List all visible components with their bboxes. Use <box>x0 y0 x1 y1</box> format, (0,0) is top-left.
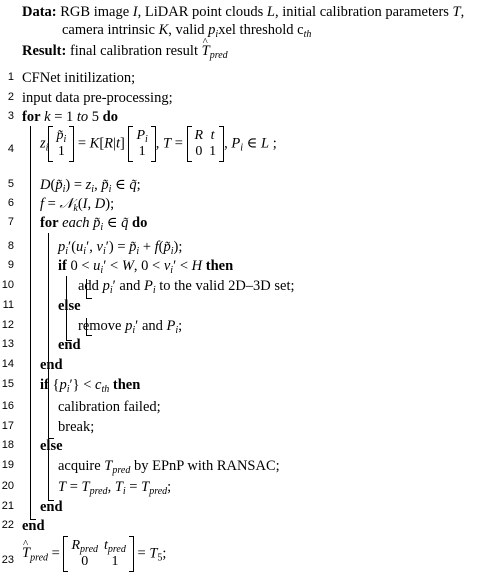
algo-line-3: for k = 1 to 5 do <box>22 109 118 125</box>
indent-guide <box>86 279 87 298</box>
line-number: 4 <box>7 143 14 155</box>
algo-line-15: if $\{p_i'\} < c_{th}$ then <box>40 377 141 395</box>
line-number: 10 <box>1 279 14 291</box>
line-number: 13 <box>1 338 14 350</box>
indent-guide <box>66 276 67 340</box>
line-number: 12 <box>1 319 14 331</box>
algo-line-21: end <box>40 499 63 515</box>
line-number: 1 <box>7 71 14 83</box>
indent-guide-hook <box>86 335 92 336</box>
line-number: 11 <box>2 299 14 311</box>
algo-line-5: $D(p̃_i) = z_i$, $p̃_i$ ∈ q̃; <box>40 177 141 195</box>
indent-guide-hook <box>30 519 36 520</box>
algo-line-10: add $p_i'$ and $P_i$ to the valid 2D–3D set; <box>78 278 295 296</box>
line-number: 23 <box>1 554 14 566</box>
data-line-2: camera intrinsic K, valid $p_ixel$ threshold $c_{th}$ <box>62 22 312 40</box>
final-equation: ^ $T_{pred}$ = $R_{pred}$ $t_{pred}$ 0 1 = $T_5$; <box>22 538 166 570</box>
line-number: 3 <box>7 110 14 122</box>
algo-line-1: CFNet initilization; <box>22 70 136 86</box>
data-line: Data: RGB image I, LiDAR point clouds L, initial calibration parameters T, <box>22 4 465 20</box>
line-number: 22 <box>1 519 14 531</box>
line-number: 9 <box>7 259 14 271</box>
indent-guide-hook <box>48 438 54 439</box>
line-number: 18 <box>1 439 14 451</box>
indent-guide <box>86 318 87 335</box>
algo-line-18: else <box>40 438 63 454</box>
algo-line-11: else <box>58 298 81 314</box>
indent-guide-hook <box>66 340 72 341</box>
algo-line-17: break; <box>58 419 95 435</box>
line-number: 15 <box>1 378 14 390</box>
line-number: 16 <box>1 400 14 412</box>
algo-line-20: $T = T_{pred}$, $T_i = T_{pred}$; <box>58 479 172 497</box>
indent-guide <box>48 395 49 438</box>
line-number: 17 <box>1 420 14 432</box>
transform-matrix: R t 0 1 <box>187 128 225 160</box>
algo-line-6: f = 𝒩$_k$(I, D); <box>40 196 115 214</box>
algo-line-14: end <box>40 357 63 373</box>
projection-equation: $z_i$ $p̃_i$ 1 = K[R|t] $P_i$ 1 , T = R t 0 1 , $P_i$ ∈ L ; <box>40 128 277 159</box>
algo-line-7: for each $p̃_i$ ∈ q̃ do <box>40 215 148 233</box>
pixel-vector: $p̃_i$ 1 <box>48 128 74 160</box>
indent-guide <box>30 126 31 519</box>
line-number: 5 <box>7 178 14 190</box>
line-number: 2 <box>7 91 14 103</box>
line-number: 7 <box>7 216 14 228</box>
result-matrix: $R_{pred}$ $t_{pred}$ 0 1 <box>63 538 133 570</box>
algo-line-19: acquire $T_{pred}$ by EPnP with RANSAC; <box>58 458 280 476</box>
result-line: Result: final calibration result ^ $T_{pred}$ <box>22 42 228 60</box>
line-number: 19 <box>1 459 14 471</box>
indent-guide-hook <box>48 500 54 501</box>
algo-line-12: remove $p_i'$ and $P_i$; <box>78 318 183 336</box>
algo-line-13: end <box>58 337 81 353</box>
algo-line-2: input data pre-processing; <box>22 90 173 106</box>
line-number: 6 <box>7 197 14 209</box>
indent-guide-hook <box>86 298 92 299</box>
line-number: 21 <box>1 500 14 512</box>
indent-guide <box>48 456 49 500</box>
line-number: 14 <box>1 358 14 370</box>
point-vector: $P_i$ 1 <box>128 128 155 160</box>
algo-line-9: if $0 < u_i' < W$, $0 < v_i' < H$ then <box>58 258 234 276</box>
algo-line-8: $p_i'(u_i'$, $v_i'$) = $p̃_i$ + $f(p̃_i)$; <box>58 239 183 257</box>
line-number: 8 <box>7 240 14 252</box>
algo-line-16: calibration failed; <box>58 399 161 415</box>
line-number: 20 <box>1 480 14 492</box>
algo-line-22: end <box>22 518 45 534</box>
